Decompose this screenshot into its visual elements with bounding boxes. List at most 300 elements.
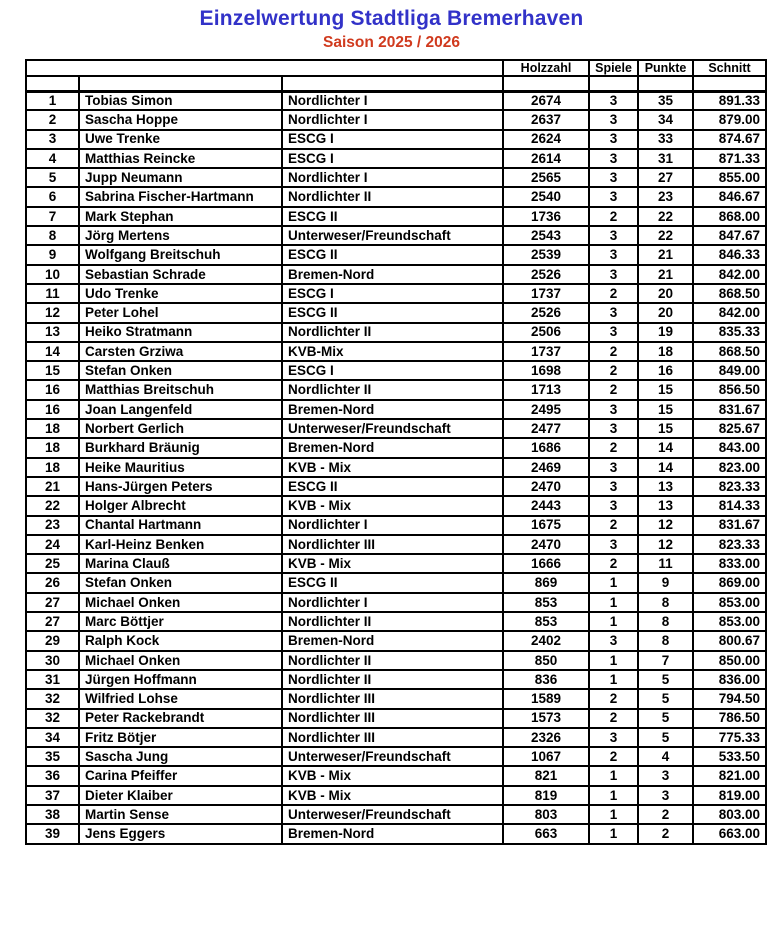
- team-cell: ESCG I: [282, 284, 503, 303]
- table-row: [26, 110, 766, 129]
- holzzahl-cell: 2495: [503, 400, 589, 419]
- holzzahl-cell: 2540: [503, 187, 589, 206]
- holzzahl-cell: 1067: [503, 747, 589, 766]
- rank-cell: 32: [26, 689, 79, 708]
- schnitt-cell: 847.67: [693, 226, 766, 245]
- spiele-cell: 2: [589, 342, 638, 361]
- name-cell: Udo Trenke: [79, 284, 282, 303]
- schnitt-cell: 853.00: [693, 612, 766, 631]
- holzzahl-cell: 1686: [503, 438, 589, 457]
- spiele-cell: 1: [589, 670, 638, 689]
- table-row: [26, 593, 766, 612]
- table-row: [26, 380, 766, 399]
- rank-cell: 8: [26, 226, 79, 245]
- rank-cell: 15: [26, 361, 79, 380]
- schnitt-cell: 850.00: [693, 651, 766, 670]
- rank-cell: 11: [26, 284, 79, 303]
- spiele-cell: 3: [589, 130, 638, 149]
- punkte-cell: 13: [638, 496, 693, 515]
- schnitt-cell: 825.67: [693, 419, 766, 438]
- team-cell: Bremen-Nord: [282, 631, 503, 650]
- standings-table: [25, 59, 767, 845]
- table-row: [26, 651, 766, 670]
- holzzahl-cell: 1737: [503, 342, 589, 361]
- name-cell: Joan Langenfeld: [79, 400, 282, 419]
- page-subtitle: Saison 2025 / 2026: [322, 34, 460, 51]
- rank-cell: 1: [26, 91, 79, 110]
- holzzahl-cell: 2477: [503, 419, 589, 438]
- team-cell: Bremen-Nord: [282, 400, 503, 419]
- name-cell: Holger Albrecht: [79, 496, 282, 515]
- header-schnitt: Schnitt: [693, 60, 766, 76]
- holzzahl-cell: 2565: [503, 168, 589, 187]
- team-cell: Nordlichter III: [282, 728, 503, 747]
- name-cell: Stefan Onken: [79, 361, 282, 380]
- spiele-cell: 3: [589, 535, 638, 554]
- schnitt-cell: 836.00: [693, 670, 766, 689]
- name-cell: Wolfgang Breitschuh: [79, 245, 282, 264]
- holzzahl-cell: 1666: [503, 554, 589, 573]
- schnitt-cell: 868.00: [693, 207, 766, 226]
- spiele-cell: 3: [589, 419, 638, 438]
- spiele-cell: 1: [589, 573, 638, 592]
- spiele-cell: 3: [589, 168, 638, 187]
- rank-cell: 18: [26, 419, 79, 438]
- table-row: [26, 496, 766, 515]
- spiele-cell: 3: [589, 458, 638, 477]
- rank-cell: 18: [26, 458, 79, 477]
- schnitt-cell: 868.50: [693, 342, 766, 361]
- punkte-cell: 14: [638, 458, 693, 477]
- holzzahl-cell: 2469: [503, 458, 589, 477]
- punkte-cell: 34: [638, 110, 693, 129]
- rank-cell: 25: [26, 554, 79, 573]
- rank-cell: 16: [26, 380, 79, 399]
- punkte-cell: 31: [638, 149, 693, 168]
- schnitt-cell: 856.50: [693, 380, 766, 399]
- table-row: [26, 265, 766, 284]
- punkte-cell: 22: [638, 207, 693, 226]
- team-cell: Nordlichter I: [282, 516, 503, 535]
- team-cell: Nordlichter II: [282, 670, 503, 689]
- rank-cell: 13: [26, 323, 79, 342]
- table-row: [26, 168, 766, 187]
- spiele-cell: 3: [589, 226, 638, 245]
- team-cell: ESCG I: [282, 130, 503, 149]
- team-cell: ESCG II: [282, 573, 503, 592]
- punkte-cell: 2: [638, 805, 693, 824]
- schnitt-cell: 663.00: [693, 824, 766, 843]
- name-cell: Karl-Heinz Benken: [79, 535, 282, 554]
- header-sub-team: [282, 76, 503, 91]
- punkte-cell: 18: [638, 342, 693, 361]
- header-row-1: [26, 60, 766, 76]
- name-cell: Sabrina Fischer-Hartmann: [79, 187, 282, 206]
- punkte-cell: 14: [638, 438, 693, 457]
- holzzahl-cell: 1713: [503, 380, 589, 399]
- table-row: [26, 342, 766, 361]
- table-row: [26, 419, 766, 438]
- team-cell: Bremen-Nord: [282, 824, 503, 843]
- table-row: [26, 670, 766, 689]
- team-cell: Nordlichter II: [282, 323, 503, 342]
- header-sub-holzzahl: [503, 76, 589, 91]
- header-sub-rank: [26, 76, 79, 91]
- team-cell: ESCG I: [282, 149, 503, 168]
- punkte-cell: 15: [638, 419, 693, 438]
- team-cell: Nordlichter III: [282, 689, 503, 708]
- team-cell: Nordlichter III: [282, 535, 503, 554]
- punkte-cell: 5: [638, 709, 693, 728]
- rank-cell: 36: [26, 766, 79, 785]
- team-cell: Nordlichter III: [282, 709, 503, 728]
- spiele-cell: 3: [589, 477, 638, 496]
- team-cell: KVB - Mix: [282, 766, 503, 785]
- schnitt-cell: 794.50: [693, 689, 766, 708]
- team-cell: KVB - Mix: [282, 786, 503, 805]
- schnitt-cell: 842.00: [693, 303, 766, 322]
- rank-cell: 16: [26, 400, 79, 419]
- rank-cell: 22: [26, 496, 79, 515]
- spiele-cell: 3: [589, 245, 638, 264]
- team-cell: Unterweser/Freundschaft: [282, 419, 503, 438]
- schnitt-cell: 853.00: [693, 593, 766, 612]
- rank-cell: 39: [26, 824, 79, 843]
- table-row: [26, 766, 766, 785]
- spiele-cell: 2: [589, 689, 638, 708]
- name-cell: Ralph Kock: [79, 631, 282, 650]
- spiele-cell: 2: [589, 361, 638, 380]
- spiele-cell: 1: [589, 786, 638, 805]
- name-cell: Matthias Reincke: [79, 149, 282, 168]
- holzzahl-cell: 821: [503, 766, 589, 785]
- table-row: [26, 361, 766, 380]
- spiele-cell: 3: [589, 631, 638, 650]
- punkte-cell: 3: [638, 766, 693, 785]
- table-row: [26, 573, 766, 592]
- punkte-cell: 8: [638, 631, 693, 650]
- holzzahl-cell: 2624: [503, 130, 589, 149]
- name-cell: Peter Lohel: [79, 303, 282, 322]
- punkte-cell: 2: [638, 824, 693, 843]
- holzzahl-cell: 850: [503, 651, 589, 670]
- punkte-cell: 35: [638, 91, 693, 110]
- header-sub-punkte: [638, 76, 693, 91]
- header-holzzahl: Holzzahl: [503, 60, 589, 76]
- rank-cell: 29: [26, 631, 79, 650]
- rank-cell: 35: [26, 747, 79, 766]
- punkte-cell: 4: [638, 747, 693, 766]
- spiele-cell: 2: [589, 554, 638, 573]
- team-cell: Unterweser/Freundschaft: [282, 747, 503, 766]
- table-row: [26, 149, 766, 168]
- table-row: [26, 554, 766, 573]
- schnitt-cell: 823.33: [693, 477, 766, 496]
- team-cell: Unterweser/Freundschaft: [282, 805, 503, 824]
- holzzahl-cell: 2443: [503, 496, 589, 515]
- table-row: [26, 187, 766, 206]
- spiele-cell: 3: [589, 728, 638, 747]
- punkte-cell: 20: [638, 284, 693, 303]
- rank-cell: 32: [26, 709, 79, 728]
- table-row: [26, 477, 766, 496]
- rank-cell: 37: [26, 786, 79, 805]
- holzzahl-cell: 2674: [503, 91, 589, 110]
- schnitt-cell: 855.00: [693, 168, 766, 187]
- team-cell: Nordlichter II: [282, 651, 503, 670]
- rank-cell: 2: [26, 110, 79, 129]
- holzzahl-cell: 2526: [503, 265, 589, 284]
- team-cell: Nordlichter II: [282, 380, 503, 399]
- name-cell: Tobias Simon: [79, 91, 282, 110]
- table-row: [26, 535, 766, 554]
- punkte-cell: 11: [638, 554, 693, 573]
- rank-cell: 14: [26, 342, 79, 361]
- spiele-cell: 1: [589, 805, 638, 824]
- schnitt-cell: 874.67: [693, 130, 766, 149]
- name-cell: Stefan Onken: [79, 573, 282, 592]
- table-row: [26, 631, 766, 650]
- schnitt-cell: 835.33: [693, 323, 766, 342]
- team-cell: ESCG II: [282, 207, 503, 226]
- team-cell: Nordlichter I: [282, 168, 503, 187]
- holzzahl-cell: 1573: [503, 709, 589, 728]
- name-cell: Matthias Breitschuh: [79, 380, 282, 399]
- team-cell: ESCG II: [282, 245, 503, 264]
- team-cell: KVB - Mix: [282, 458, 503, 477]
- spiele-cell: 2: [589, 284, 638, 303]
- table-row: [26, 689, 766, 708]
- name-cell: Jens Eggers: [79, 824, 282, 843]
- name-cell: Sascha Hoppe: [79, 110, 282, 129]
- holzzahl-cell: 836: [503, 670, 589, 689]
- schnitt-cell: 891.33: [693, 91, 766, 110]
- rank-cell: 18: [26, 438, 79, 457]
- name-cell: Fritz Bötjer: [79, 728, 282, 747]
- holzzahl-cell: 2526: [503, 303, 589, 322]
- punkte-cell: 12: [638, 535, 693, 554]
- spiele-cell: 2: [589, 380, 638, 399]
- table-row: [26, 400, 766, 419]
- spiele-cell: 3: [589, 265, 638, 284]
- punkte-cell: 23: [638, 187, 693, 206]
- page: [0, 7, 783, 945]
- rank-cell: 12: [26, 303, 79, 322]
- punkte-cell: 3: [638, 786, 693, 805]
- name-cell: Heiko Stratmann: [79, 323, 282, 342]
- rank-cell: 9: [26, 245, 79, 264]
- schnitt-cell: 786.50: [693, 709, 766, 728]
- name-cell: Jörg Mertens: [79, 226, 282, 245]
- header-blank-cell: [26, 60, 503, 76]
- header-punkte: Punkte: [638, 60, 693, 76]
- table-row: [26, 323, 766, 342]
- holzzahl-cell: 803: [503, 805, 589, 824]
- rank-cell: 10: [26, 265, 79, 284]
- name-cell: Uwe Trenke: [79, 130, 282, 149]
- table-row: [26, 786, 766, 805]
- name-cell: Sebastian Schrade: [79, 265, 282, 284]
- team-cell: KVB - Mix: [282, 554, 503, 573]
- rank-cell: 23: [26, 516, 79, 535]
- punkte-cell: 21: [638, 265, 693, 284]
- punkte-cell: 22: [638, 226, 693, 245]
- name-cell: Burkhard Bräunig: [79, 438, 282, 457]
- table-row: [26, 747, 766, 766]
- holzzahl-cell: 2543: [503, 226, 589, 245]
- rank-cell: 6: [26, 187, 79, 206]
- holzzahl-cell: 2326: [503, 728, 589, 747]
- name-cell: Sascha Jung: [79, 747, 282, 766]
- holzzahl-cell: 853: [503, 612, 589, 631]
- schnitt-cell: 879.00: [693, 110, 766, 129]
- spiele-cell: 2: [589, 438, 638, 457]
- name-cell: Jürgen Hoffmann: [79, 670, 282, 689]
- spiele-cell: 3: [589, 91, 638, 110]
- table-row: [26, 303, 766, 322]
- header-sub-schnitt: [693, 76, 766, 91]
- holzzahl-cell: 1737: [503, 284, 589, 303]
- standings-header: [26, 60, 766, 91]
- punkte-cell: 27: [638, 168, 693, 187]
- header-sub-name: [79, 76, 282, 91]
- header-spiele: Spiele: [589, 60, 638, 76]
- standings-body: [26, 91, 766, 844]
- punkte-cell: 8: [638, 593, 693, 612]
- spiele-cell: 3: [589, 400, 638, 419]
- team-cell: Nordlichter I: [282, 593, 503, 612]
- name-cell: Marc Böttjer: [79, 612, 282, 631]
- team-cell: KVB-Mix: [282, 342, 503, 361]
- punkte-cell: 8: [638, 612, 693, 631]
- schnitt-cell: 846.33: [693, 245, 766, 264]
- punkte-cell: 16: [638, 361, 693, 380]
- punkte-cell: 5: [638, 689, 693, 708]
- schnitt-cell: 871.33: [693, 149, 766, 168]
- punkte-cell: 19: [638, 323, 693, 342]
- name-cell: Michael Onken: [79, 651, 282, 670]
- spiele-cell: 2: [589, 709, 638, 728]
- spiele-cell: 2: [589, 516, 638, 535]
- rank-cell: 27: [26, 593, 79, 612]
- name-cell: Marina Clauß: [79, 554, 282, 573]
- table-row: [26, 130, 766, 149]
- name-cell: Heike Mauritius: [79, 458, 282, 477]
- name-cell: Carina Pfeiffer: [79, 766, 282, 785]
- punkte-cell: 15: [638, 380, 693, 399]
- name-cell: Norbert Gerlich: [79, 419, 282, 438]
- team-cell: ESCG I: [282, 361, 503, 380]
- rank-cell: 3: [26, 130, 79, 149]
- name-cell: Carsten Grziwa: [79, 342, 282, 361]
- holzzahl-cell: 663: [503, 824, 589, 843]
- schnitt-cell: 821.00: [693, 766, 766, 785]
- table-row: [26, 709, 766, 728]
- table-row: [26, 458, 766, 477]
- holzzahl-cell: 853: [503, 593, 589, 612]
- team-cell: ESCG II: [282, 303, 503, 322]
- schnitt-cell: 831.67: [693, 400, 766, 419]
- schnitt-cell: 849.00: [693, 361, 766, 380]
- schnitt-cell: 868.50: [693, 284, 766, 303]
- schnitt-cell: 823.00: [693, 458, 766, 477]
- rank-cell: 27: [26, 612, 79, 631]
- table-row: [26, 207, 766, 226]
- rank-cell: 5: [26, 168, 79, 187]
- schnitt-cell: 819.00: [693, 786, 766, 805]
- spiele-cell: 1: [589, 651, 638, 670]
- schnitt-cell: 831.67: [693, 516, 766, 535]
- schnitt-cell: 869.00: [693, 573, 766, 592]
- schnitt-cell: 823.33: [693, 535, 766, 554]
- name-cell: Michael Onken: [79, 593, 282, 612]
- holzzahl-cell: 2402: [503, 631, 589, 650]
- name-cell: Peter Rackebrandt: [79, 709, 282, 728]
- name-cell: Wilfried Lohse: [79, 689, 282, 708]
- punkte-cell: 20: [638, 303, 693, 322]
- punkte-cell: 7: [638, 651, 693, 670]
- header-sub-spiele: [589, 76, 638, 91]
- punkte-cell: 33: [638, 130, 693, 149]
- schnitt-cell: 846.67: [693, 187, 766, 206]
- schnitt-cell: 800.67: [693, 631, 766, 650]
- name-cell: Chantal Hartmann: [79, 516, 282, 535]
- holzzahl-cell: 2506: [503, 323, 589, 342]
- holzzahl-cell: 2539: [503, 245, 589, 264]
- team-cell: Unterweser/Freundschaft: [282, 226, 503, 245]
- schnitt-cell: 775.33: [693, 728, 766, 747]
- spiele-cell: 1: [589, 824, 638, 843]
- team-cell: Nordlichter II: [282, 187, 503, 206]
- team-cell: Bremen-Nord: [282, 438, 503, 457]
- name-cell: Mark Stephan: [79, 207, 282, 226]
- table-row: [26, 91, 766, 110]
- schnitt-cell: 843.00: [693, 438, 766, 457]
- punkte-cell: 9: [638, 573, 693, 592]
- spiele-cell: 3: [589, 496, 638, 515]
- spiele-cell: 2: [589, 747, 638, 766]
- holzzahl-cell: 1589: [503, 689, 589, 708]
- table-row: [26, 226, 766, 245]
- team-cell: Nordlichter I: [282, 110, 503, 129]
- name-cell: Martin Sense: [79, 805, 282, 824]
- team-cell: ESCG II: [282, 477, 503, 496]
- holzzahl-cell: 869: [503, 573, 589, 592]
- holzzahl-cell: 1675: [503, 516, 589, 535]
- spiele-cell: 3: [589, 187, 638, 206]
- page-title: Einzelwertung Stadtliga Bremerhaven: [199, 7, 584, 30]
- holzzahl-cell: 1698: [503, 361, 589, 380]
- table-row: [26, 245, 766, 264]
- team-cell: Bremen-Nord: [282, 265, 503, 284]
- team-cell: KVB - Mix: [282, 496, 503, 515]
- punkte-cell: 15: [638, 400, 693, 419]
- team-cell: Nordlichter II: [282, 612, 503, 631]
- rank-cell: 34: [26, 728, 79, 747]
- punkte-cell: 12: [638, 516, 693, 535]
- table-row: [26, 805, 766, 824]
- spiele-cell: 3: [589, 149, 638, 168]
- schnitt-cell: 803.00: [693, 805, 766, 824]
- punkte-cell: 5: [638, 670, 693, 689]
- spiele-cell: 1: [589, 612, 638, 631]
- holzzahl-cell: 1736: [503, 207, 589, 226]
- rank-cell: 7: [26, 207, 79, 226]
- schnitt-cell: 814.33: [693, 496, 766, 515]
- name-cell: Jupp Neumann: [79, 168, 282, 187]
- rank-cell: 21: [26, 477, 79, 496]
- table-row: [26, 516, 766, 535]
